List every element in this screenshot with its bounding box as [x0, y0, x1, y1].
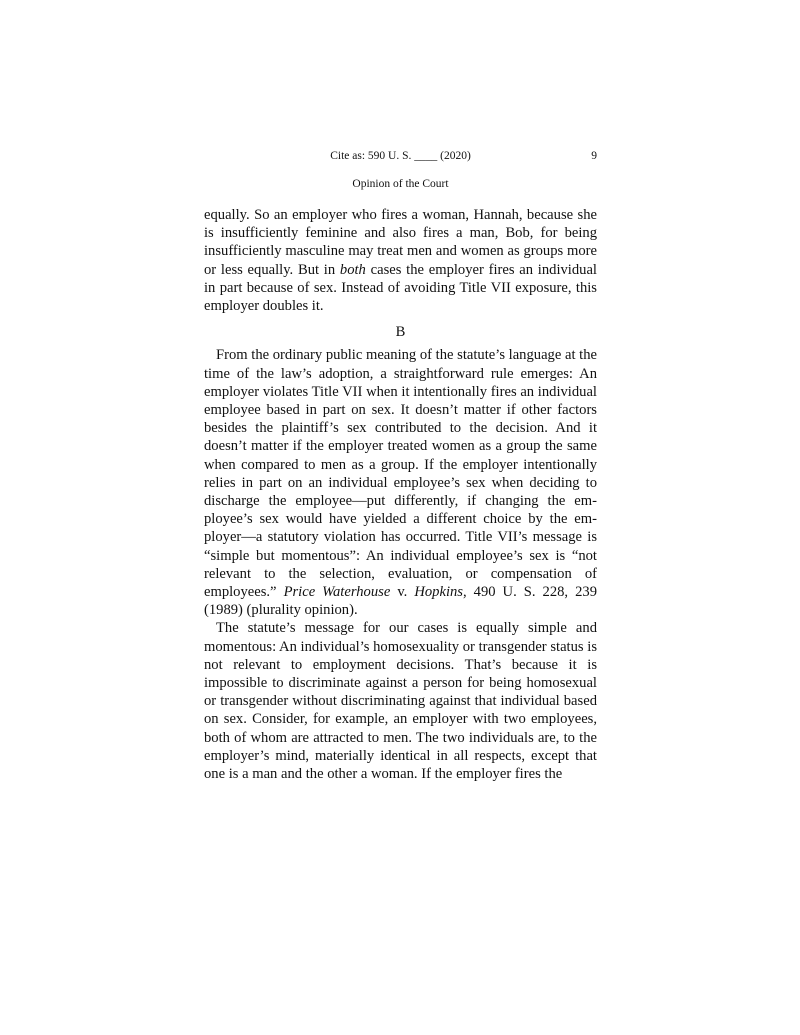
- paragraph: [204, 346, 597, 619]
- citation-text: Cite as: 590 U. S. ____ (2020): [330, 150, 471, 162]
- emphasis-text: both: [339, 261, 366, 278]
- running-head: [204, 149, 597, 191]
- case-name: Price Waterhouse: [283, 584, 391, 601]
- section-heading: B: [395, 324, 406, 341]
- opinion-label: Opinion of the Court: [352, 178, 449, 190]
- citation-line: [204, 149, 597, 163]
- citation-tail: , 490 U. S. 228, 239 (1989) (plurality opinion).: [204, 584, 597, 619]
- page-number: 9: [591, 150, 597, 162]
- paragraph-continued: [204, 206, 597, 315]
- paragraph-text: equally. So an employer who fires a woman, Hannah, because she is insufficiently feminine and also fires a man, Bob, for being insufficiently masculine may treat men and women as groups more or less equally. But in: [204, 207, 597, 278]
- versus-text: v.: [390, 584, 415, 601]
- opinion-body: [204, 206, 597, 783]
- case-name: Hopkins: [414, 584, 463, 601]
- paragraph-text: From the ordinary public meaning of the statute’s language at the time of the law’s adoption, a straightforward rule emerges: An employer violates Title VII when it intentionally fires an individual employee based in part on sex. It doesn’t matter if other factors besides the plaintiff’s sex contributed to the decision. And it doesn’t matter if the employer treated women as a group the same when compared to men as a group. If the employer intentionally relies in part on an individual employee’s sex when deciding to discharge the employee—put differently, if changing the employee’s sex would have yielded a different choice by the employer—a statutory violation has occurred. Title VII’s message is “simple but momentous”: An individual employee’s sex is “not relevant to the selection, evaluation, or compensation of employees.”: [204, 347, 597, 601]
- paragraph-text: cases the employer fires an individual in part because of sex. Instead of avoiding Title VII exposure, this employer doubles it.: [204, 261, 597, 315]
- paragraph: The statute’s message for our cases is equally simple and momentous: An individual’s homosexuality or transgender status is not relevant to employment decisions. That’s because it is impossible to discriminate against a person for being homosexual or transgender without discriminating against that individual based on sex. Consider, for example, an employer with two employees, both of whom are attracted to men. The two individuals are, to the employer’s mind, materially identical in all respects, except that one is a man and the other a woman. If the employer fires the: [204, 620, 597, 783]
